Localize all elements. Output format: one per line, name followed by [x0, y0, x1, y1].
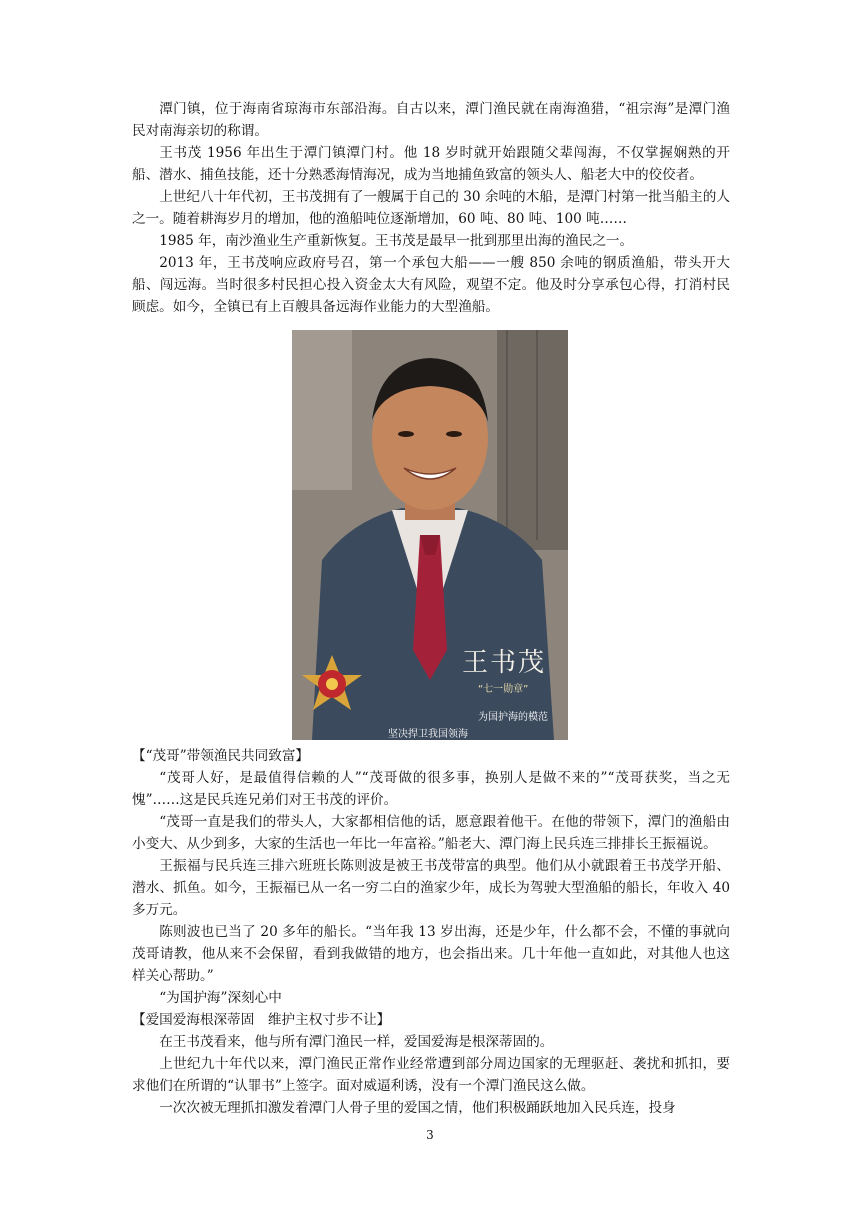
body-text	[132, 745, 730, 1119]
photo-caption-right: 为国护海的模范	[478, 712, 548, 723]
section-heading: 【爱国爱海根深蒂固 维护主权寸步不让】	[132, 1012, 391, 1028]
page-number: 3	[426, 1128, 434, 1142]
photo-medal-text: “七一勋章”	[478, 684, 529, 695]
portrait-photo	[292, 330, 568, 740]
photo-caption-bottom: 坚决捍卫我国领海	[388, 729, 468, 740]
section-heading: 【“茂哥”带领渔民共同致富】	[132, 748, 310, 764]
paragraph: “茂哥一直是我们的带头人，大家都相信他的话，愿意跟着他干。在他的带领下，潭门的渔船由小变大、从少到多，大家的生活也一年比一年富裕。”船老大、潭门海上民兵连三排排长王振福说。	[132, 814, 730, 852]
paragraph: 2013 年，王书茂响应政府号召，第一个承包大船——一艘 850 余吨的钢质渔船，带头开大船、闯远海。当时很多村民担心投入资金太大有风险，观望不定。他及时分享承包心得，打消村民顾虑。如今，全镇已有上百艘具备远海作业能力的大型渔船。	[132, 255, 730, 315]
paragraph: 王振福与民兵连三排六班班长陈则波是被王书茂带富的典型。他们从小就跟着王书茂学开船、潜水、抓鱼。如今，王振福已从一名一穷二白的渔家少年，成长为驾驶大型渔船的船长，年收入 40 多万元。	[132, 858, 730, 918]
paragraph: 在王书茂看来，他与所有潭门渔民一样，爱国爱海是根深蒂固的。	[159, 1034, 554, 1050]
paragraph: 一次次被无理抓扣激发着潭门人骨子里的爱国之情，他们积极踊跃地加入民兵连，投身	[159, 1100, 676, 1116]
paragraph: 上世纪八十年代初，王书茂拥有了一艘属于自己的 30 余吨的木船，是潭门村第一批当船主的人之一。随着耕海岁月的增加，他的渔船吨位逐渐增加，60 吨、80 吨、100 吨……	[132, 189, 730, 227]
paragraph: 潭门镇，位于海南省琼海市东部沿海。自古以来，潭门渔民就在南海渔猎，“祖宗海”是潭门渔民对南海亲切的称谓。	[132, 101, 730, 139]
paragraph: 王书茂 1956 年出生于潭门镇潭门村。他 18 岁时就开始跟随父辈闯海，不仅掌握娴熟的开船、潜水、捕鱼技能，还十分熟悉海情海况，成为当地捕鱼致富的领头人、船老大中的佼佼者。	[132, 145, 730, 183]
intro-text	[132, 98, 730, 318]
paragraph: 1985 年，南沙渔业生产重新恢复。王书茂是最早一批到那里出海的渔民之一。	[159, 233, 634, 249]
photo-name-text: 王书茂	[462, 648, 547, 678]
paragraph: 上世纪九十年代以来，潭门渔民正常作业经常遭到部分周边国家的无理驱赶、袭扰和抓扣，要求他们在所谓的“认罪书”上签字。面对威逼利诱，没有一个潭门渔民这么做。	[132, 1056, 730, 1094]
paragraph: “茂哥人好，是最值得信赖的人”“茂哥做的很多事，换别人是做不来的”“茂哥获奖，当之无愧”……这是民兵连兄弟们对王书茂的评价。	[132, 770, 730, 808]
paragraph: 陈则波也已当了 20 多年的船长。“当年我 13 岁出海，还是少年，什么都不会，不懂的事就向茂哥请教，他从来不会保留，看到我做错的地方，也会指出来。几十年他一直如此，对其他人也这样关心帮助。”	[132, 924, 730, 984]
subheading: “为国护海”深刻心中	[159, 990, 282, 1006]
